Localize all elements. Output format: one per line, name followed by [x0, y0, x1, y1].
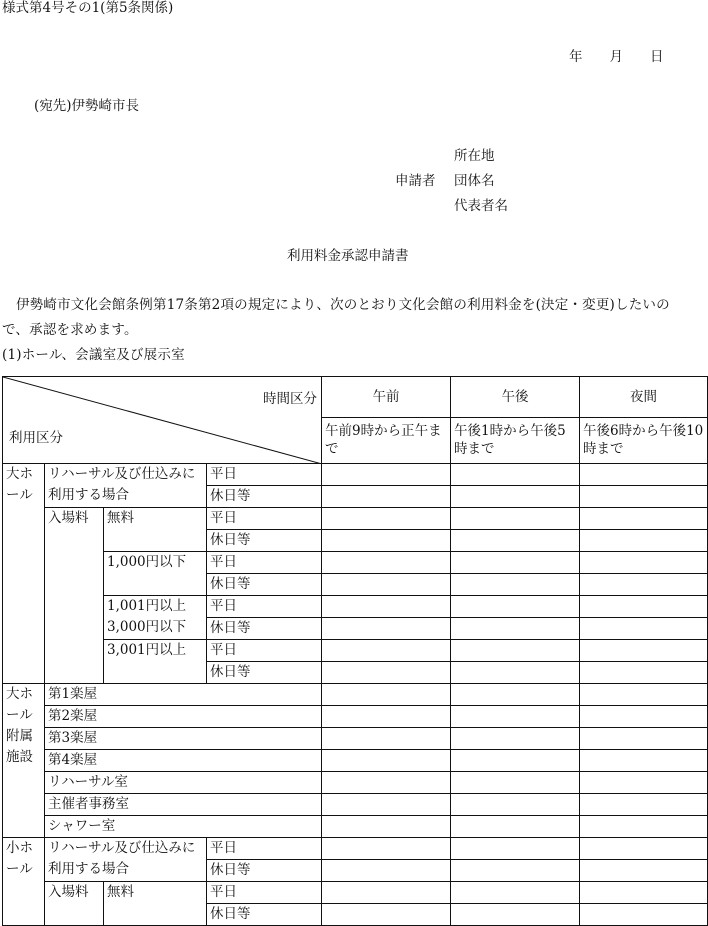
day-type-holiday: 休日等: [207, 574, 322, 596]
column-desc-afternoon: 午後1時から午後5時まで: [451, 418, 580, 464]
facility-rehearsal-room: リハーサル室: [45, 772, 322, 794]
day-type-holiday: 休日等: [207, 530, 322, 552]
fee-cell[interactable]: [451, 640, 580, 662]
fee-cell[interactable]: [451, 772, 580, 794]
fee-cell[interactable]: [451, 552, 580, 574]
form-number: 様式第4号その1(第5条関係): [2, 0, 174, 16]
fee-cell[interactable]: [322, 904, 451, 926]
fee-cell[interactable]: [580, 816, 708, 838]
day-type-weekday: 平日: [207, 464, 322, 486]
fee-cell[interactable]: [322, 772, 451, 794]
day-type-weekday: 平日: [207, 508, 322, 530]
column-header-afternoon: 午後: [451, 377, 580, 418]
fee-cell[interactable]: [322, 486, 451, 508]
facility-shower-room: シャワー室: [45, 816, 322, 838]
body-line-2: で、承認を求めます。: [2, 322, 138, 338]
fee-cell[interactable]: [580, 574, 708, 596]
fee-cell[interactable]: [580, 706, 708, 728]
admission-tier3-label: 3,001円以上: [104, 640, 207, 684]
day-type-holiday: 休日等: [207, 860, 322, 882]
fee-cell[interactable]: [451, 530, 580, 552]
day-type-weekday: 平日: [207, 838, 322, 860]
section-label: (1)ホール、会議室及び展示室: [2, 347, 185, 363]
fee-cell[interactable]: [451, 728, 580, 750]
day-type-weekday: 平日: [207, 552, 322, 574]
fee-cell[interactable]: [322, 662, 451, 684]
fee-cell[interactable]: [451, 464, 580, 486]
applicant-field-rep: 代表者名: [454, 198, 508, 214]
large-hall-label: 大ホール: [3, 464, 45, 684]
diagonal-header-cell: [3, 377, 322, 464]
fee-cell[interactable]: [451, 618, 580, 640]
fee-cell[interactable]: [580, 662, 708, 684]
fee-cell[interactable]: [451, 486, 580, 508]
applicant-field-address: 所在地: [454, 148, 495, 164]
fee-cell[interactable]: [322, 530, 451, 552]
fee-cell[interactable]: [322, 838, 451, 860]
fee-cell[interactable]: [322, 684, 451, 706]
fee-cell[interactable]: [322, 596, 451, 618]
day-type-holiday: 休日等: [207, 486, 322, 508]
fee-cell[interactable]: [580, 486, 708, 508]
fee-cell[interactable]: [322, 728, 451, 750]
fee-cell[interactable]: [322, 706, 451, 728]
diagonal-line: [3, 377, 322, 464]
admission-free-label: 無料: [104, 508, 207, 552]
small-hall-free-label: 無料: [104, 882, 207, 926]
facility-room-2: 第2楽屋: [45, 706, 322, 728]
fee-cell[interactable]: [580, 728, 708, 750]
day-type-weekday: 平日: [207, 596, 322, 618]
fee-cell[interactable]: [580, 640, 708, 662]
fee-cell[interactable]: [322, 882, 451, 904]
small-hall-admission-label: 入場料: [45, 882, 104, 926]
fee-cell[interactable]: [451, 662, 580, 684]
fee-cell[interactable]: [451, 904, 580, 926]
fee-cell[interactable]: [580, 838, 708, 860]
day-type-weekday: 平日: [207, 640, 322, 662]
fee-cell[interactable]: [580, 860, 708, 882]
admission-tier2-label: 1,001円以上3,000円以下: [104, 596, 207, 640]
fee-cell[interactable]: [322, 640, 451, 662]
facilities-label: 大ホール附属施設: [3, 684, 45, 838]
usage-division-label: 利用区分: [9, 430, 63, 446]
applicant-field-org: 団体名: [454, 173, 495, 189]
small-hall-label: 小ホール: [3, 838, 45, 926]
fee-cell[interactable]: [451, 706, 580, 728]
fee-cell[interactable]: [451, 882, 580, 904]
fee-table: [2, 376, 708, 926]
facility-organizer-office: 主催者事務室: [45, 794, 322, 816]
body-line-1: 伊勢崎市文化会館条例第17条第2項の規定により、次のとおり文化会館の利用料金を(決定・変更)したいの: [16, 297, 670, 313]
fee-cell[interactable]: [580, 530, 708, 552]
fee-cell[interactable]: [580, 596, 708, 618]
fee-cell[interactable]: [580, 552, 708, 574]
fee-cell[interactable]: [451, 816, 580, 838]
document-title: 利用料金承認申請書: [287, 248, 409, 264]
fee-cell[interactable]: [451, 508, 580, 530]
admission-tier1-label: 1,000円以下: [104, 552, 207, 596]
fee-cell[interactable]: [451, 596, 580, 618]
date-line: 年 月 日: [569, 49, 664, 65]
facility-room-3: 第3楽屋: [45, 728, 322, 750]
fee-cell[interactable]: [322, 508, 451, 530]
fee-cell[interactable]: [322, 552, 451, 574]
time-division-label: 時間区分: [263, 391, 317, 407]
day-type-holiday: 休日等: [207, 904, 322, 926]
column-header-night: 夜間: [580, 377, 708, 418]
large-hall-admission-label: 入場料: [45, 508, 104, 684]
addressee: (宛先)伊勢崎市長: [34, 98, 140, 114]
column-header-morning: 午前: [322, 377, 451, 418]
fee-cell[interactable]: [580, 508, 708, 530]
large-hall-rehearsal-label: リハーサル及び仕込みに利用する場合: [45, 464, 207, 508]
column-desc-night: 午後6時から午後10時まで: [580, 418, 708, 464]
fee-cell[interactable]: [580, 772, 708, 794]
fee-cell[interactable]: [322, 750, 451, 772]
fee-cell[interactable]: [451, 684, 580, 706]
fee-cell[interactable]: [322, 618, 451, 640]
fee-cell[interactable]: [451, 860, 580, 882]
fee-cell[interactable]: [322, 860, 451, 882]
fee-cell[interactable]: [451, 838, 580, 860]
fee-cell[interactable]: [580, 750, 708, 772]
day-type-holiday: 休日等: [207, 618, 322, 640]
applicant-label: 申請者: [395, 173, 436, 189]
fee-cell[interactable]: [580, 684, 708, 706]
fee-cell[interactable]: [451, 750, 580, 772]
fee-cell[interactable]: [580, 904, 708, 926]
day-type-weekday: 平日: [207, 882, 322, 904]
facility-room-4: 第4楽屋: [45, 750, 322, 772]
fee-cell[interactable]: [322, 794, 451, 816]
fee-cell[interactable]: [451, 574, 580, 596]
fee-cell[interactable]: [580, 464, 708, 486]
facility-room-1: 第1楽屋: [45, 684, 322, 706]
fee-cell[interactable]: [322, 464, 451, 486]
day-type-holiday: 休日等: [207, 662, 322, 684]
small-hall-rehearsal-label: リハーサル及び仕込みに利用する場合: [45, 838, 207, 882]
fee-cell[interactable]: [580, 882, 708, 904]
column-desc-morning: 午前9時から正午まで: [322, 418, 451, 464]
fee-cell[interactable]: [580, 618, 708, 640]
fee-cell[interactable]: [322, 574, 451, 596]
fee-cell[interactable]: [580, 794, 708, 816]
fee-cell[interactable]: [322, 816, 451, 838]
fee-cell[interactable]: [451, 794, 580, 816]
